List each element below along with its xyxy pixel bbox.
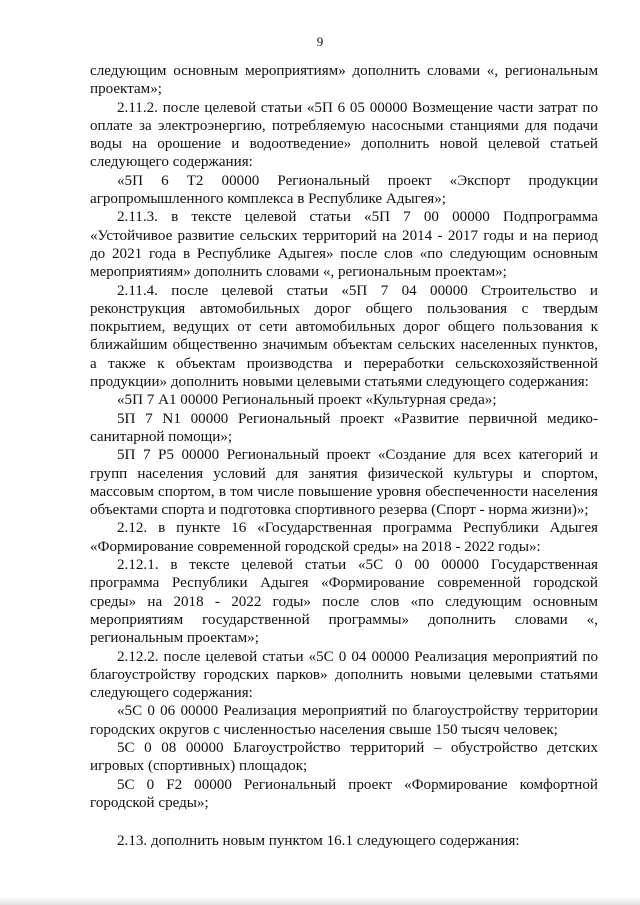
paragraph-5p6t2: «5П 6 Т2 00000 Региональный проект «Экспорт продукции агропромышленного комплекса в Республике Адыгея»; [90,172,598,208]
paragraph-5c008: 5С 0 08 00000 Благоустройство территорий – обустройство детских игровых (спортивных) площадок; [90,739,598,775]
paragraph-5p7a1: «5П 7 А1 00000 Региональный проект «Культурная среда»; [117,392,497,409]
paragraph-continuation: следующим основным мероприятиям» дополнить словами «, региональным проектам»; [90,63,598,98]
paragraph-2-12: 2.12. в пункте 16 «Государственная программа Республики Адыгея «Формирование современной городской среды» на 2018 - 2022 годы»: [90,520,598,555]
paragraph-2-11-2: 2.11.2. после целевой статьи «5П 6 05 00000 Возмещение части затрат по оплате за электроэнергию, потребляемую насосными станциями для подачи воды на орошение и водоотведение» дополнить новой целевой статьей следующего содержания: [90,99,598,171]
paragraph-2-13: 2.13. дополнить новым пунктом 16.1 следующего содержания: [117,833,520,850]
page-number: 9 [316,34,324,49]
paragraph-2-11-4: 2.11.4. после целевой статьи «5П 7 04 00000 Строительство и реконструкция автомобильных дорог общего пользования с твердым покрытием, ведущих от сети автомобильных дорог общего пользования к ближайшим общественно значимым объектам сельских населенных пунктов, а также к объектам производства и переработки сельскохозяйственной продукции» дополнить новыми целевыми статьями следующего содержания: [90,282,598,391]
paragraph-5c0f2: 5С 0 F2 00000 Региональный проект «Формирование комфортной городской среды»; [90,776,598,811]
paragraph-5p7n1: 5П 7 N1 00000 Региональный проект «Развитие первичной медико-санитарной помощи»; [90,410,598,445]
paragraph-2-12-1: 2.12.1. в тексте целевой статьи «5С 0 00 00000 Государственная программа Республики Адыгея «Формирование современной городской среды» на 2018 - 2022 годы» после слов «по следующим основным мероприятиям государственной программы» дополнить словами «, региональным проектам»; [90,557,598,647]
paragraph-5c006: «5С 0 06 00000 Реализация мероприятий по благоустройству территории городских округов с численностью населения свыше 150 тысяч человек; [90,703,598,738]
document-body [90,62,598,850]
scan-edge-shadow [0,897,640,905]
paragraph-5p7p5: 5П 7 Р5 00000 Региональный проект «Создание для всех категорий и групп населения условий для занятия физической культуры и спортом, массовым спортом, в том числе повышение уровня обеспеченности населения объектами спорта и подготовка спортивного резерва (Спорт - норма жизни)»; [90,447,598,519]
paragraph-2-12-2: 2.12.2. после целевой статьи «5С 0 04 00000 Реализация мероприятий по благоустройству городских парков» дополнить новыми целевыми статьями следующего содержания: [90,648,598,702]
paragraph-2-11-3: 2.11.3. в тексте целевой статьи «5П 7 00 00000 Подпрограмма «Устойчивое развитие сельских территорий на 2014 - 2017 годы и на период до 2021 года в Республике Адыгея» после слов «по следующим основным мероприятиям» дополнить словами «, региональным проектам»; [90,209,598,281]
